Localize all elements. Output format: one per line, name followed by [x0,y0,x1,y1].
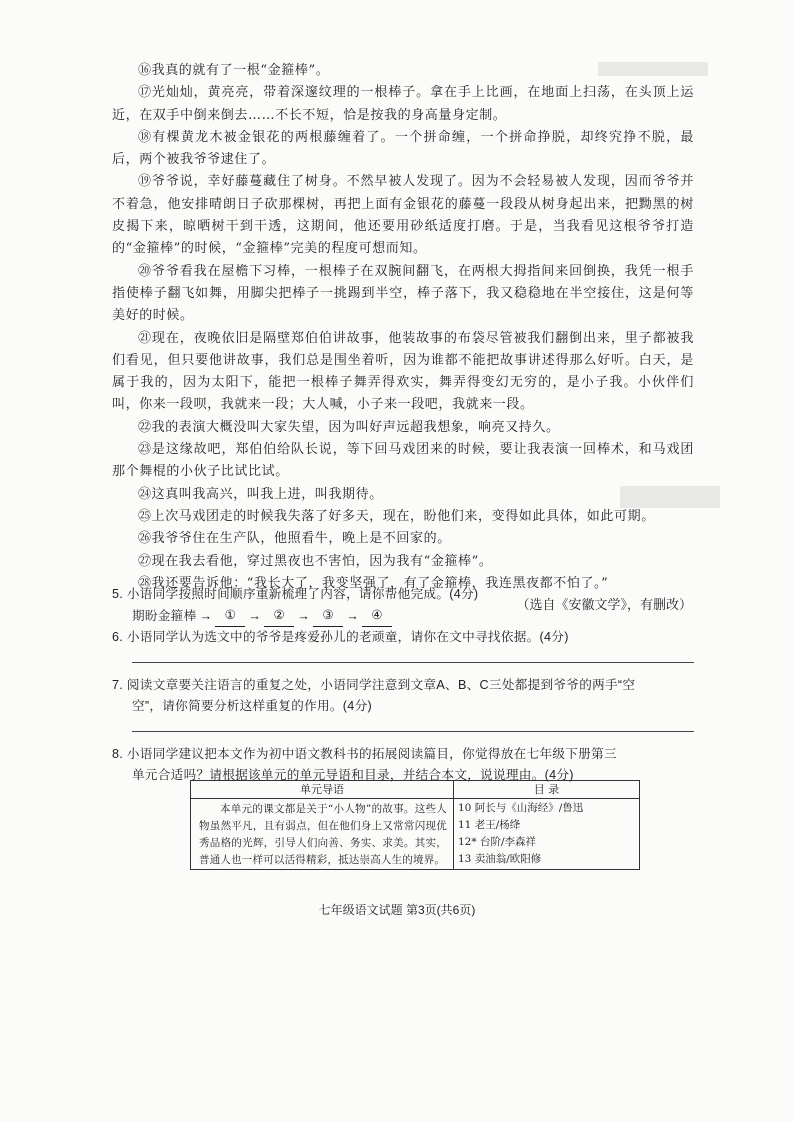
paragraph-16: ⑯我真的就有了一根“金箍棒”。 [138,63,330,78]
toc-item: 12* 台阶/李森祥 [458,836,536,848]
unit-guide-text: 本单元的课文都是关于“小人物”的故事。这些人物虽然平凡，且有弱点，但在他们身上又常常闪现优秀品格的光辉，引导人们向善、务实、求美。其实，普通人也一样可以活得精彩，抵达崇高人生的境界。 [199,803,447,866]
answer-blank-2[interactable]: ② [264,605,294,627]
paragraph-27: ㉗现在我去看他，穿过黑夜也不害怕，因为我有“金箍棒”。 [138,553,493,569]
source-citation: （选自《安徽文学》，有删改） [516,598,692,614]
paragraph-21: ㉑现在，夜晚依旧是隔壁郑伯伯讲故事，他装故事的布袋尽管被我们翻倒出来，里子都被我们看见，但只要他讲故事，我们总是围坐着听，因为谁都不能把故事讲述得那么好听。白天，是属于我的，因为太阳下，能把一根棒子舞弄得欢实，舞弄得变幻无穷的，是小子我。小伙伴们叫，你来一段呗，我就来一段；大人喊，小子来一段吧，我就来一段。 [112,330,694,413]
paragraph-24: ㉔这真叫我高兴，叫我上进，叫我期待。 [138,486,383,502]
unit-guide-header: 单元导语 [191,781,453,799]
table-of-contents-column [454,781,639,869]
paragraph-18: ⑱有棵黄龙木被金银花的两根藤缠着了。一个拼命缠，一个拼命挣脱，却终究挣不脱，最后，两个被我爷爷逮住了。 [112,129,694,168]
paragraph-22: ㉒我的表演大概没叫大家失望，因为叫好声远超我想象，响亮又持久。 [138,419,560,435]
question-7-line-2: 空”，请你简要分析这样重复的作用。(4分) [132,699,372,713]
answer-line-6[interactable] [132,662,694,663]
question-7-line-1: 7. 阅读文章要关注语言的重复之处，小语同学注意到文章A、B、C三处都提到爷爷的两手“空 [112,678,636,692]
unit-guide-column [191,781,454,869]
paragraph-26: ㉖我爷爷住在生产队，他照看牛，晚上是不回家的。 [138,531,451,547]
paragraph-17: ⑰光灿灿，黄亮亮，带着深邃纹理的一根棒子。拿在手上比画，在地面上扫荡，在头顶上运近，在双手中倒来倒去……不长不短，恰是按我的身高量身定制。 [112,85,694,123]
answer-blank-1[interactable]: ① [215,605,245,627]
toc-item: 13 卖油翁/欧阳修 [458,853,542,865]
answer-blank-3[interactable]: ③ [313,605,343,627]
flow-start-label: 期盼金箍棒 [132,608,197,623]
toc-item: 11 老王/杨绛 [458,819,521,831]
paragraph-28: ㉘我还要告诉他：“我长大了，我变坚强了，有了金箍棒，我连黑夜都不怕了。” [138,575,609,591]
toc-header: 目 录 [454,781,639,799]
questions-section [112,584,694,786]
paragraph-23: ㉓是这缘故吧，郑伯伯给队长说，等下回马戏团来的时候，要让我表演一回棒术，和马戏团那个舞棍的小伙子比试比试。 [112,442,694,480]
question-8-line-1: 8. 小语同学建议把本文作为初中语文教科书的拓展阅读篇目，你觉得放在七年级下册第三 [112,747,617,761]
question-5-flow [112,605,694,627]
toc-list [454,799,639,868]
answer-line-7[interactable] [132,731,694,732]
paragraph-25: ㉕上次马戏团走的时候我失落了好多天，现在，盼他们来，变得如此具体，如此可期。 [138,508,655,524]
arrow-icon: → [297,608,311,623]
question-6: 6. 小语同学认为选文中的爷爷是疼爱孙儿的老顽童，请你在文中寻找依据。(4分) [112,630,569,644]
toc-item: 10 阿长与《山海经》/鲁迅 [458,802,584,814]
question-8-line-2: 单元合适吗？请根据该单元的单元导语和目录，并结合本文，说说理由。(4分) [132,768,574,782]
paragraph-19: ⑲爷爷说，幸好藤蔓藏住了树身。不然早被人发现了。因为不会轻易被人发现，因而爷爷并不着急，他安排晴朗日子砍那棵树，再把上面有金银花的藤蔓一段段从树身起出来，把黝黑的树皮揭下来，晾晒树干到干透，这期间，他还要用砂纸适度打磨。于是，当我看见这根爷爷打造的“金箍棒”的时候，“金箍棒”完美的程度可想而知。 [112,174,694,257]
paragraph-20: ⑳爷爷看我在屋檐下习棒，一根棒子在双腕间翻飞，在两根大拇指间来回倒换，我凭一根手指使棒子翻飞如舞，用脚尖把棒子一挑踢到半空，棒子落下，我又稳稳地在半空接住，这是何等美好的时候。 [112,263,694,324]
reading-passage [112,60,694,617]
arrow-icon: → [346,608,360,623]
answer-blank-4[interactable]: ④ [362,605,392,627]
page-footer: 七年级语文试题 第3页(共6页) [318,903,476,917]
arrow-icon: → [248,608,262,623]
unit-info-table [190,780,640,870]
question-5: 5. 小语同学按照时间顺序重新梳理了内容，请你帮他完成。(4分) [112,587,479,601]
arrow-icon: → [199,608,213,623]
